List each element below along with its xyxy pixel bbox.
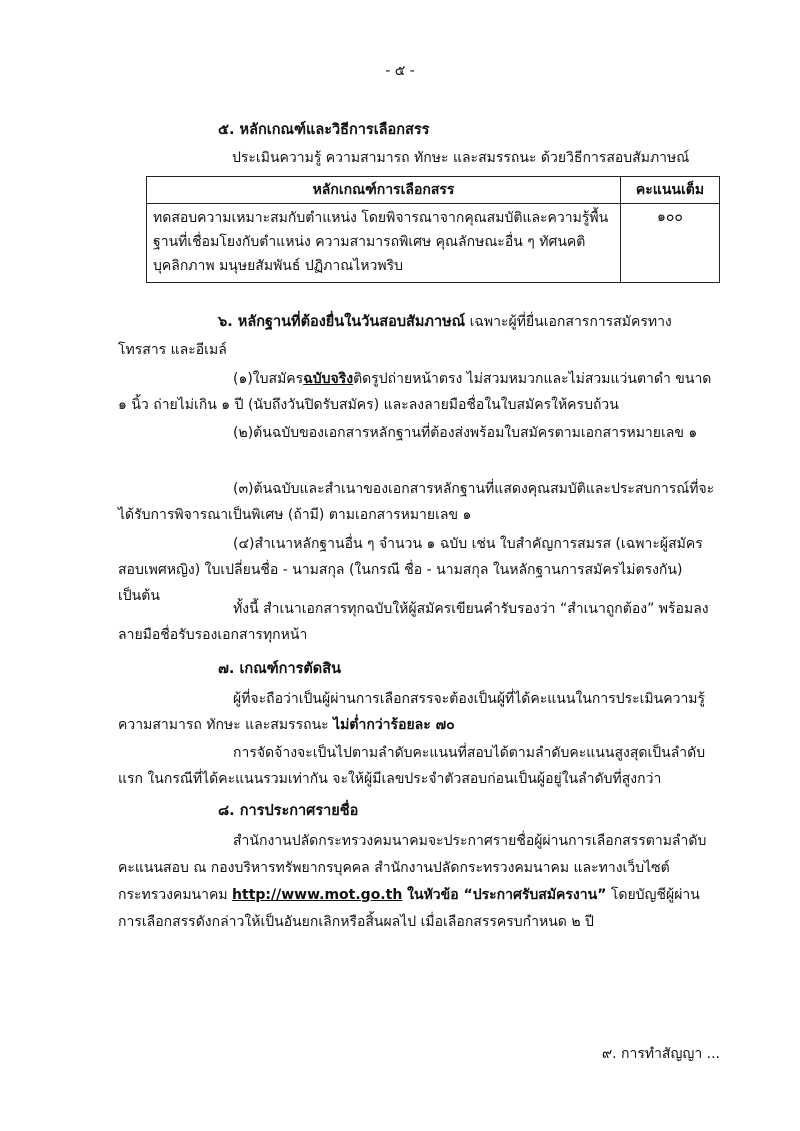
section-6-item-2: (๒)ต้นฉบับของเอกสารหลักฐานที่ต้องส่งพร้อมใบสมัครตามเอกสารหมายเลข ๑	[233, 425, 698, 441]
section-7-paragraph-1	[118, 686, 718, 738]
mot-website-link[interactable]: http://www.mot.go.th	[232, 887, 403, 903]
criteria-header: หลักเกณฑ์การเลือกสรร	[147, 177, 621, 204]
section-5-intro: ประเมินความรู้ ความสามารถ ทักษะ และสมรรถนะ ด้วยวิธีการสอบสัมภาษณ์	[232, 150, 690, 166]
score-header: คะแนนเต็ม	[621, 177, 720, 204]
section-7-paragraph-2: การจัดจ้างจะเป็นไปตามลำดับคะแนนที่สอบได้ตามลำดับคะแนนสูงสุดเป็นลำดับแรก ในกรณีที่ได้คะแนนรวมเท่ากัน จะให้ผู้มีเลขประจำตัวสอบก่อนเป็นผู้อยู่ในลำดับที่สูงกว่า	[118, 745, 706, 787]
score-value: ๑๐๐	[621, 204, 720, 283]
section-6-heading	[118, 308, 718, 364]
s8-topic: ในหัวข้อ “ประกาศรับสมัครงาน”	[402, 887, 607, 903]
s7-p1-text: ผู้ที่จะถือว่าเป็นผู้ผ่านการเลือกสรรจะต้องเป็นผู้ที่ได้คะแนนในการประเมินความรู้ ความสามารถ ทักษะ และสมรรถนะ	[118, 691, 706, 733]
s8-text: สำนักงานปลัดกระทรวงคมนาคมจะประกาศรายชื่อผู้ผ่านการเลือกสรรตามลำดับคะแนนสอบ ณ กองบริหารทรัพยากรบุคคล สำนักงานปลัดกระทรวงคมนาคม และทางเว็บไซต์กระทรวงคมนาคม	[118, 833, 707, 903]
section-6-item-1	[118, 366, 718, 418]
s7-p1-threshold: ไม่ต่ำกว่าร้อยละ ๗๐	[333, 717, 455, 733]
section-5-heading: ๕. หลักเกณฑ์และวิธีการเลือกสรร	[218, 122, 430, 138]
section-6-item-3: (๓)ต้นฉบับและสำเนาของเอกสารหลักฐานที่แสดงคุณสมบัติและประสบการณ์ที่จะได้รับการพิจารณาเป็นพิเศษ (ถ้ามี) ตามเอกสารหมายเลข ๑	[118, 481, 715, 523]
item-1-original-copy: ฉบับจริง	[303, 371, 354, 387]
section-6-subtitle: เฉพาะผู้ที่ยื่นเอกสารการสมัครทางโทรสาร และอีเมล์	[118, 314, 672, 358]
section-7-heading: ๗. เกณฑ์การตัดสิน	[218, 661, 341, 677]
criteria-table	[146, 176, 720, 283]
criteria-text: ทดสอบความเหมาะสมกับตำแหน่ง โดยพิจารณาจากคุณสมบัติและความรู้พื้นฐานที่เชื่อมโยงกับตำแหน่ง ความสามารถพิเศษ คุณลักษณะอื่น ๆ ทัศนคติ บุคลิกภาพ มนุษยสัมพันธ์ ปฏิภาณไหวพริบ	[147, 204, 621, 283]
section-6-title: ๖. หลักฐานที่ต้องยื่นในวันสอบสัมภาษณ์	[218, 314, 466, 330]
item-1-prefix: (๑)ใบสมัคร	[233, 371, 304, 387]
page-number: - ๕ -	[385, 63, 415, 79]
footer-next-section: ๙. การทำสัญญา ...	[601, 1046, 720, 1062]
section-6-item-4: (๔)สำเนาหลักฐานอื่น ๆ จำนวน ๑ ฉบับ เช่น ใบสำคัญการสมรส (เฉพาะผู้สมัครสอบเพศหญิง) ใบเปลี่ยนชื่อ - นามสกุล (ในกรณี ชื่อ - นามสกุล ในหลักฐานการสมัครไม่ตรงกัน) เป็นต้น	[118, 536, 703, 604]
table-header-row	[147, 177, 720, 204]
section-8-heading: ๘. การประกาศรายชื่อ	[218, 803, 359, 819]
s8-text-end: โดยบัญชีผู้ผ่านการเลือกสรรดังกล่าวให้เป็นอันยกเลิกหรือสิ้นผลไป เมื่อเลือกสรรครบกำหนด ๒ ปี	[118, 887, 700, 930]
table-row	[147, 204, 720, 283]
item-1-text: ติดรูปถ่ายหน้าตรง ไม่สวมหมวกและไม่สวมแว่นตาดำ ขนาด ๑ นิ้ว ถ่ายไม่เกิน ๑ ปี (นับถึงวันปิดรับสมัคร) และลงลายมือชื่อในใบสมัครให้ครบถ้วน	[118, 371, 712, 413]
section-8-paragraph	[118, 828, 718, 936]
section-6-note: ทั้งนี้ สำเนาเอกสารทุกฉบับให้ผู้สมัครเขียนคำรับรองว่า “สำเนาถูกต้อง” พร้อมลงลายมือชื่อรับรองเอกสารทุกหน้า	[118, 601, 709, 643]
